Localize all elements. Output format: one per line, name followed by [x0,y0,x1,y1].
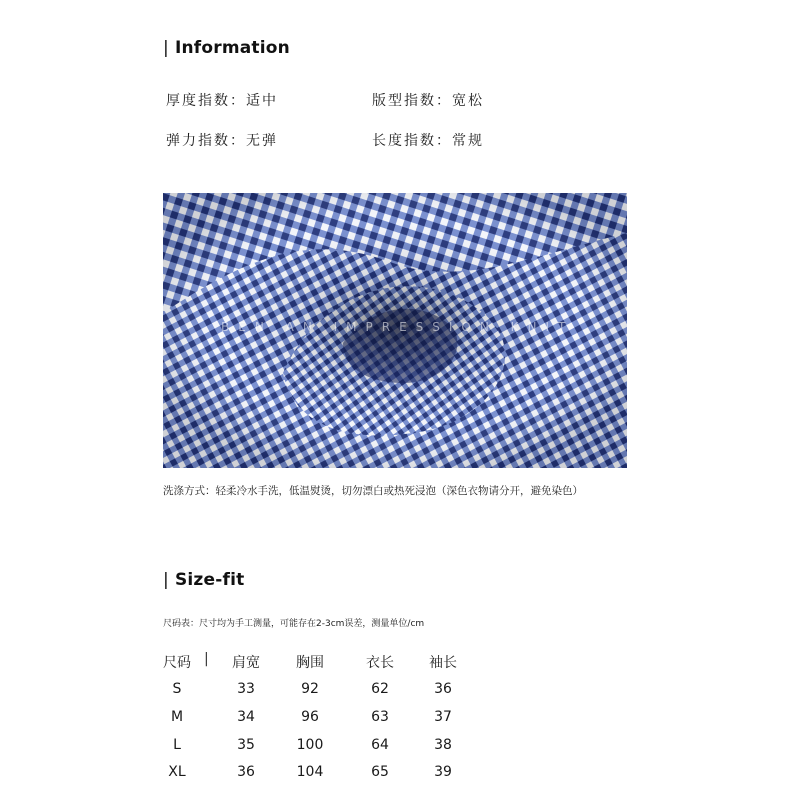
size-value: 36 [434,681,452,697]
information-heading [163,38,290,58]
heading-bar: | [163,38,169,58]
attribute-elasticity [166,130,278,150]
attribute-value: 常规 [452,133,484,149]
header-separator: | [204,651,209,667]
heading-bar: | [163,570,169,590]
size-value: 92 [301,681,319,697]
size-value: 104 [296,764,324,780]
size-header-0: 尺码 [163,655,191,671]
size-value: 33 [237,681,255,697]
size-label: S [172,681,182,697]
size-value: 35 [237,737,255,753]
size-label: XL [168,764,186,780]
size-value: 96 [301,709,319,725]
size-value: 62 [371,681,389,697]
attribute-label: 版型指数： [372,93,452,109]
size-label: L [173,737,181,753]
size-value: 36 [237,764,255,780]
size-header-2: 胸围 [296,655,324,671]
size-value: 64 [371,737,389,753]
attribute-value: 宽松 [452,93,484,109]
wash-instructions: 洗涤方式：轻柔冷水手洗，低温熨烫，切勿漂白或热死浸泡（深色衣物请分开，避免染色） [163,485,583,497]
size-value: 63 [371,709,389,725]
size-value: 65 [371,764,389,780]
size-header-1: 肩宽 [232,655,260,671]
attribute-thickness [166,90,278,110]
fabric-gingham-photo [163,193,627,468]
size-header-4: 袖长 [429,655,457,671]
size-value: 100 [296,737,324,753]
size-value: 34 [237,709,255,725]
size-fit-heading [163,570,244,590]
size-header-3: 衣长 [366,655,394,671]
attribute-value: 无弹 [246,133,278,149]
size-label: M [170,709,184,725]
attribute-length [372,130,484,150]
size-value: 37 [434,709,452,725]
attribute-value: 适中 [246,93,278,109]
size-value: 38 [434,737,452,753]
size-value: 39 [434,764,452,780]
watermark-text: BEN AN IMPRESSION KNIT [221,320,575,334]
attribute-label: 长度指数： [372,133,452,149]
attribute-label: 厚度指数： [166,93,246,109]
attribute-label: 弹力指数： [166,133,246,149]
size-fit-title: Size-fit [174,570,245,590]
information-title: Information [174,38,290,58]
size-note: 尺码表：尺寸均为手工测量，可能存在2-3cm误差，测量单位/cm [163,619,425,629]
attribute-fit [372,90,484,110]
